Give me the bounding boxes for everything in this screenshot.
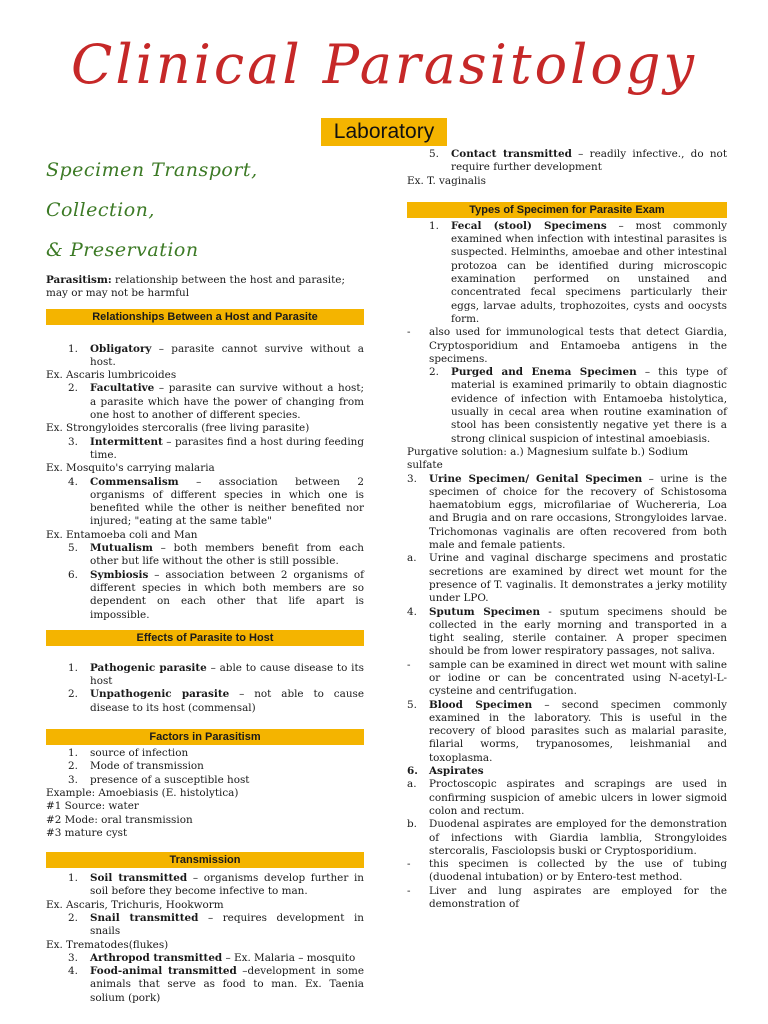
list-item: - this specimen is collected by the use of tubing (duodenal intubation) or by Entero-test method. — [407, 858, 727, 884]
list-item: 6. Aspirates — [407, 765, 484, 778]
example-line: Ex. Entamoeba coli and Man — [46, 528, 198, 541]
list-item: 1. Fecal (stool) Specimens – most commonly examined when infection with intestinal parasites is suspected. Helminths, amoebae and other intestinal protozoa can be identified during microscopic examination performed on unstained and concentrated fecal specimens particularly their eggs, larvae adults, trophozoites, cysts and oocysts form. — [429, 219, 727, 325]
list-item: 2. Purged and Enema Specimen – this type of material is examined primarily to obtain diagnostic evidence of infection with Entamoeba histolytica, usually in cecal area when routine examination of stool has been consistently negative yet there is a strong clinical suspicion of intestinal amoebiasis. — [429, 366, 728, 445]
section-heading — [46, 150, 364, 270]
intro-term: Parasitism: — [46, 274, 112, 286]
effects-heading: Effects of Parasite to Host — [46, 630, 364, 646]
list-item: 2. Mode of transmission — [68, 760, 204, 773]
right-column — [407, 148, 727, 911]
example-line: Ex. Ascaris lumbricoides — [46, 369, 177, 382]
list-item: 6. Symbiosis – association between 2 organisms of different species in which both members are so dependent on each other that life apart is impossible. — [68, 568, 364, 621]
list-item: a. Proctoscopic aspirates and scrapings are used in confirming suspicion of amebic ulcers in lower sigmoid colon and rectum. — [407, 778, 727, 817]
list-item: - sample can be examined in direct wet mount with saline or iodine or can be concentrated using N-acetyl-L-cysteine and centrifugation. — [407, 658, 727, 698]
page-title: Clinical Parasitology — [71, 33, 697, 96]
list-item: - Liver and lung aspirates are employed for the demonstration of — [407, 884, 727, 911]
list-item: 4. Food-animal transmitted –development in some animals that serve as food to man. Ex. Taenia solium (pork) — [68, 965, 364, 1004]
note-line: Example: Amoebiasis (E. histolytica) — [46, 786, 239, 799]
list-item: 3. Urine Specimen/ Genital Specimen – urine is the specimen of choice for the recovery of Schistosoma haematobium eggs, microfilariae of Wuchereria, Loa and Brugia and on rare occasions, Strongyloides larvae. Trichomonas vaginalis are often recovered from both male and female patients. — [407, 472, 728, 552]
list-item: 3. presence of a susceptible host — [68, 773, 250, 786]
list-item: 3. Arthropod transmitted – Ex. Malaria – mosquito — [68, 951, 356, 964]
factors-heading: Factors in Parasitism — [46, 729, 364, 745]
list-item: 1. source of infection — [68, 747, 189, 760]
list-item: 5. Mutualism – both members benefit from each other but life without the other is still possible. — [68, 542, 364, 568]
example-line: Ex. Trematodes(flukes) — [46, 938, 169, 951]
left-column — [46, 150, 364, 1005]
list-item: 3. Intermittent – parasites find a host during feeding time. — [68, 435, 364, 461]
list-item: b. Duodenal aspirates are employed for the demonstration of infections with Giardia lamblia, Strongyloides stercoralis, Fasciolopsis buski or Cryptosporidium. — [407, 818, 727, 857]
list-item: 1. Obligatory – parasite cannot survive without a host. — [68, 342, 364, 368]
example-line: Ex. Ascaris, Trichuris, Hookworm — [46, 898, 224, 911]
list-item: a. Urine and vaginal discharge specimens and prostatic secretions are examined by direct wet mount for the presence of T. vaginalis. It demonstrates a jerky motility under LPO. — [407, 552, 727, 605]
note-line: #3 mature cyst — [46, 826, 128, 839]
list-item: 5. Blood Specimen – second specimen commonly examined in the laboratory. This is useful in the recovery of blood parasites such as malarial parasite, filarial worms, trypanosomes, leishmanial and toxoplasma. — [407, 698, 727, 764]
note-line: #2 Mode: oral transmission — [46, 813, 193, 826]
list-item: 2. Unpathogenic parasite – not able to cause disease to its host (commensal) — [68, 688, 364, 714]
note-line: #1 Source: water — [46, 800, 139, 813]
intro-paragraph — [46, 274, 364, 301]
list-item: 2. Facultative – parasite can survive without a host; a parasite which have the power of changing from one host to another of different species. — [68, 382, 364, 422]
section-heading-line: & Preservation — [46, 239, 199, 261]
list-item: 1. Pathogenic parasite – able to cause disease to its host — [68, 661, 364, 688]
list-item: 2. Snail transmitted – requires development in snails — [68, 911, 364, 938]
list-item: 4. Commensalism – association between 2 organisms of different species in which one is benefited while the other is neither benefited nor injured; "eating at the same table" — [68, 475, 364, 528]
example-line: Ex. Mosquito's carrying malaria — [46, 462, 215, 475]
list-item: - also used for immunological tests that detect Giardia, Cryptosporidium and Entamoeba antigens in the specimens. — [407, 326, 727, 365]
subtitle-badge: Laboratory — [321, 118, 447, 146]
list-item: 4. Sputum Specimen - sputum specimens should be collected in the early morning and transported in a tight sealing, sterile container. A proper specimen should be from lower respiratory passages, not saliva. — [407, 605, 727, 658]
list-item: 1. Soil transmitted – organisms develop further in soil before they become infective to man. — [68, 872, 364, 898]
example-line: Ex. T. vaginalis — [407, 174, 486, 187]
section-heading-line: Specimen Transport, Collection, — [46, 159, 258, 221]
note-line: Purgative solution: a.) Magnesium sulfate b.) Sodium sulfate — [407, 445, 689, 472]
intro-text: relationship between the host and parasite; may or may not be harmful — [46, 274, 345, 300]
relationships-heading: Relationships Between a Host and Parasite — [46, 309, 364, 325]
specimens-heading: Types of Specimen for Parasite Exam — [407, 202, 727, 218]
example-line: Ex. Strongyloides stercoralis (free living parasite) — [46, 422, 310, 435]
transmission-heading: Transmission — [46, 852, 364, 868]
list-item: 5. Contact transmitted – readily infective., do not require further development — [429, 148, 727, 174]
